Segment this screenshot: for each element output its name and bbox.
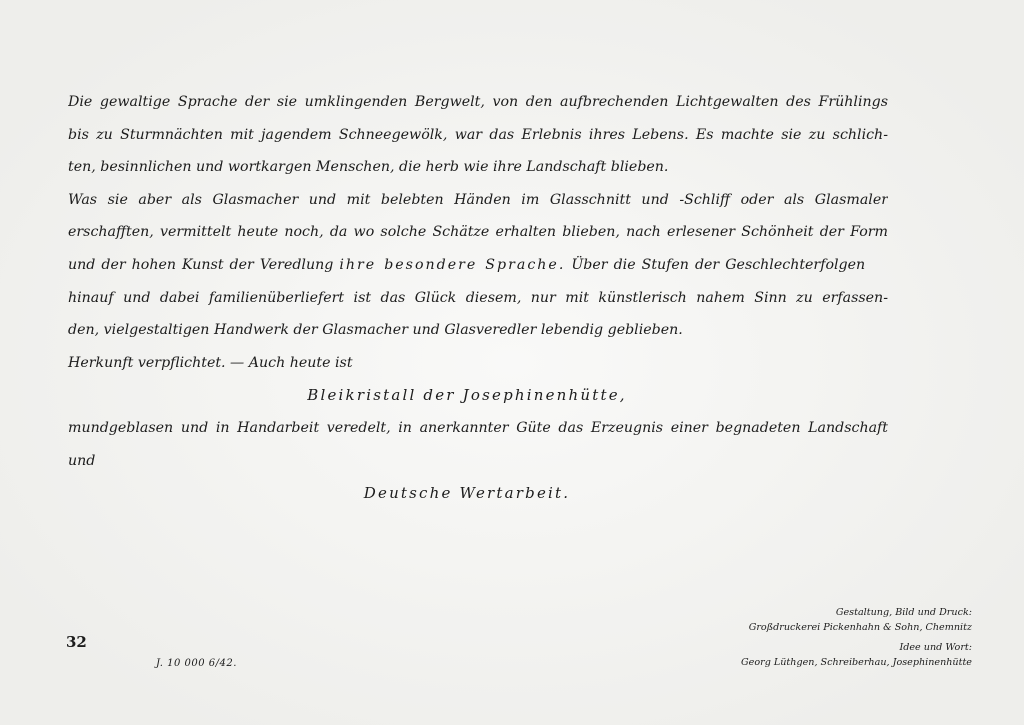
closing-line (68, 477, 888, 510)
body-text (68, 86, 888, 510)
text-line-7: hinauf und dabei familienüberliefert ist das Glück diesem, nur mit künstlerisch nahem Sinn zu erfassen- (68, 289, 888, 306)
text-line-3: ten, besinnlichen und wortkargen Menschen, die herb wie ihre Landschaft blieben. (68, 159, 669, 176)
print-code: J. 10 000 6/42. (156, 658, 237, 669)
page-number: 32 (66, 633, 87, 651)
text-line-10: mundgeblasen und in Handarbeit veredelt, in anerkannter Güte das Erzeugnis einer begnadeten Landschaft (68, 419, 888, 436)
text-line-1: Die gewaltige Sprache der sie umklingenden Bergwelt, von den aufbrechenden Lichtgewalten des Frühlings (68, 94, 888, 110)
headline-bleikristall: Bleikristall der Josephinenhütte, (307, 386, 627, 405)
text-line-11: und (68, 452, 96, 469)
headline-wertarbeit: Deutsche Wertarbeit. (363, 484, 571, 503)
text-line-6-end: Über die Stufen der Geschlechterfolgen (571, 256, 866, 273)
credits (672, 605, 972, 670)
headline-line (68, 379, 888, 412)
text-line-4: Was sie aber als Glasmacher und mit belebten Händen im Glasschnitt und -Schliff oder als Glasmaler (68, 191, 888, 208)
credit-design-value: Großdruckerei Pickenhahn & Sohn, Chemnitz (748, 622, 972, 633)
text-line-2: bis zu Sturmnächten mit jagendem Schneegewölk, war das Erlebnis ihres Lebens. Es machte sie zu schlich- (68, 126, 888, 143)
text-line-6 (68, 249, 888, 282)
text-line-8: den, vielgestaltigen Handwerk der Glasmacher und Glasveredler lebendig geblieben. (68, 322, 683, 339)
text-line-9: Herkunft verpflichtet. — Auch heute ist (68, 354, 353, 371)
credit-idea-label: Idee und Wort: (899, 642, 972, 653)
text-line-5: erschafften, vermittelt heute noch, da wo solche Schätze erhalten blieben, nach erlesener Schönheit der Form (68, 224, 888, 241)
credit-idea-value: Georg Lüthgen, Schreiberhau, Josephinenhütte (740, 657, 972, 668)
text-line-6-spaced: ihre besondere Sprache. (339, 256, 566, 273)
credit-design-label: Gestaltung, Bild und Druck: (835, 607, 972, 618)
text-line-6-start: und der hohen Kunst der Veredlung (68, 256, 334, 273)
